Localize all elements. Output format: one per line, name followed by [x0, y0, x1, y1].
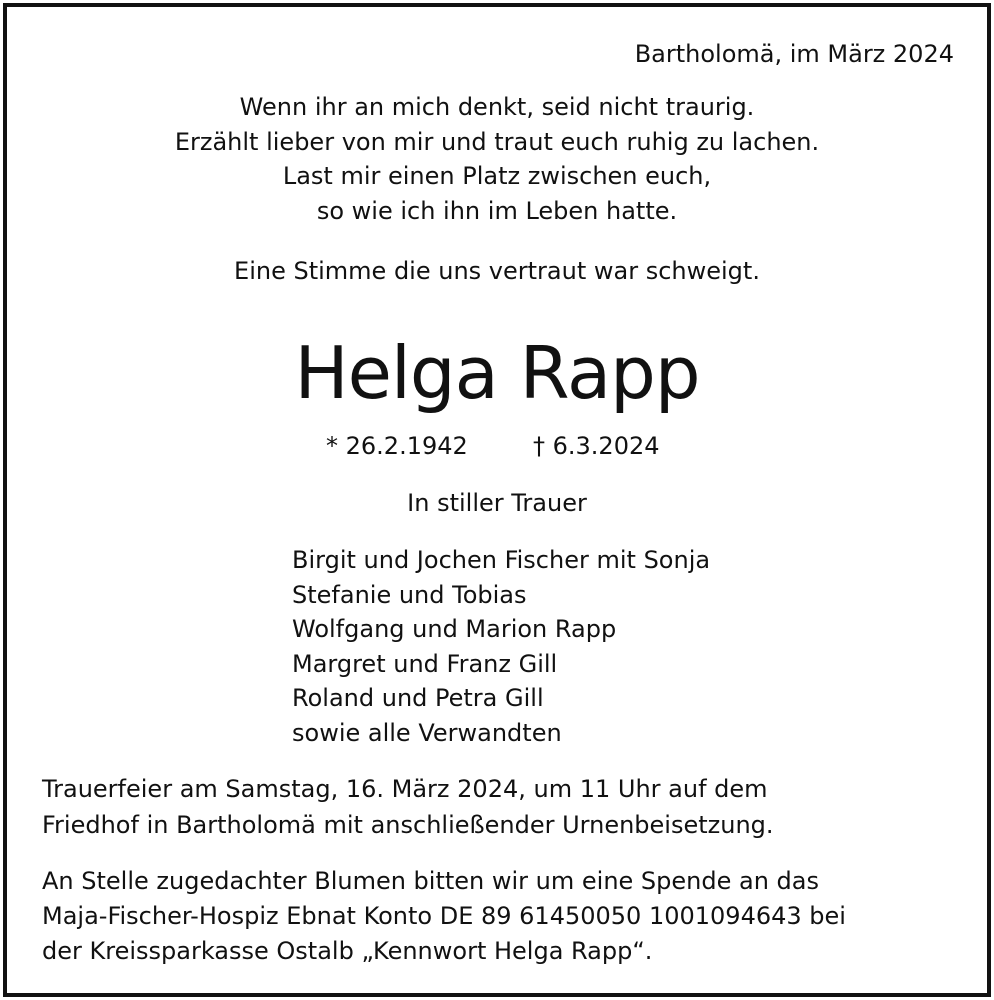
- donation-info: [42, 864, 846, 969]
- mourner-entry: Wolfgang und Marion Rapp: [292, 615, 617, 643]
- mourner-entry: Stefanie und Tobias: [292, 580, 527, 609]
- birth-date: * 26.2.1942: [326, 432, 468, 460]
- mourner-entry: Birgit und Jochen Fischer mit Sonja: [292, 546, 711, 574]
- poem-line: Wenn ihr an mich denkt, seid nicht traurig.: [239, 93, 755, 121]
- mourner-entry: sowie alle Verwandten: [292, 718, 562, 747]
- poem-line: so wie ich ihn im Leben hatte.: [316, 196, 678, 225]
- mourner-entry: Margret und Franz Gill: [292, 649, 558, 678]
- poem-line: Erzählt lieber von mir und traut euch ruhig zu lachen.: [174, 127, 820, 156]
- poem: [0, 90, 994, 228]
- donation-line: der Kreissparkasse Ostalb „Kennwort Helga Rapp“.: [42, 937, 653, 965]
- mourning-heading: In stiller Trauer: [407, 489, 587, 517]
- poem-line: Last mir einen Platz zwischen euch,: [282, 162, 712, 190]
- motto: Eine Stimme die uns vertraut war schweigt.: [234, 257, 760, 285]
- mourners-list: [292, 543, 710, 750]
- death-date: † 6.3.2024: [533, 432, 660, 460]
- ceremony-line: Trauerfeier am Samstag, 16. März 2024, um 11 Uhr auf dem: [42, 775, 768, 803]
- place-date: Bartholomä, im März 2024: [634, 40, 954, 68]
- ceremony-line: Friedhof in Bartholomä mit anschließender Urnenbeisetzung.: [42, 811, 774, 839]
- ceremony-info: [42, 771, 774, 843]
- donation-line: Maja-Fischer-Hospiz Ebnat Konto DE 89 61450050 1001094643 bei: [42, 902, 846, 930]
- donation-line: An Stelle zugedachter Blumen bitten wir um eine Spende an das: [42, 867, 819, 895]
- mourner-entry: Roland und Petra Gill: [292, 684, 544, 712]
- deceased-name: Helga Rapp: [294, 331, 700, 415]
